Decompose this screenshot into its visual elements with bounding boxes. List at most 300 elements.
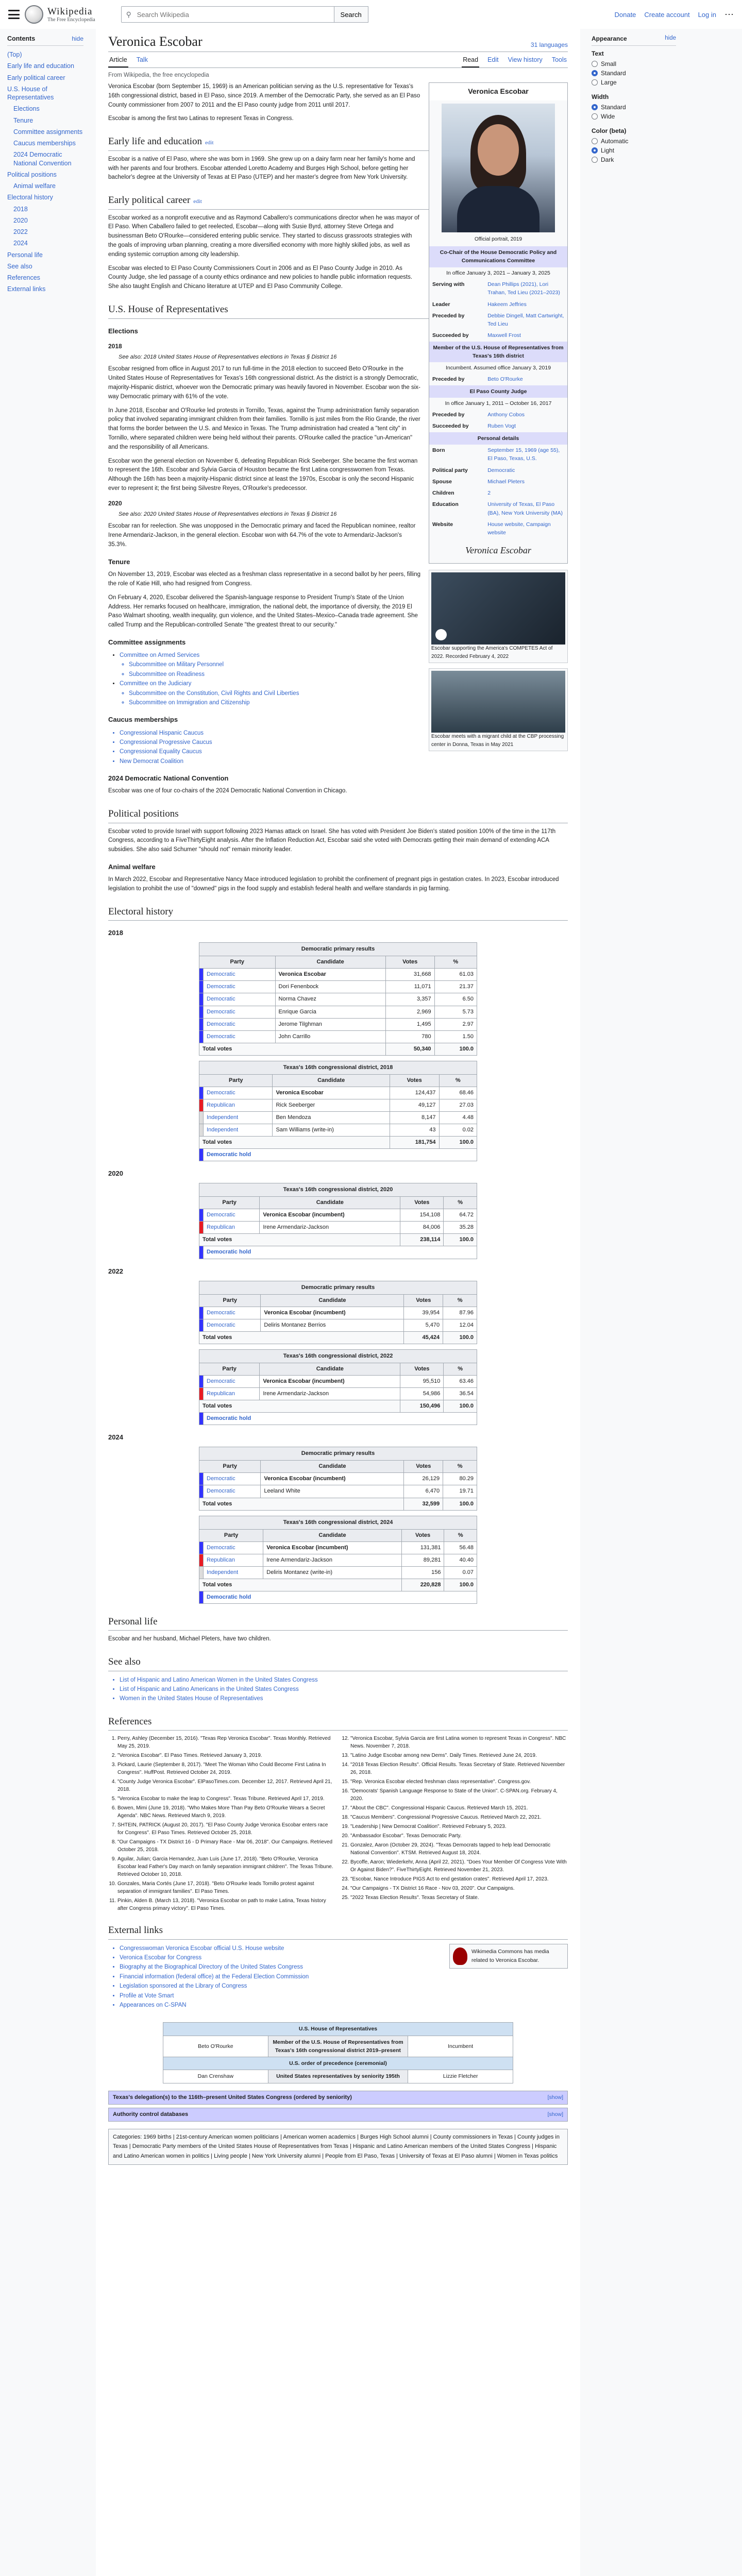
column-header: Party: [199, 1363, 260, 1375]
toc-item[interactable]: Caucus memberships: [13, 140, 76, 147]
infobox-value[interactable]: Anthony Cobos: [487, 412, 525, 418]
appearance-option[interactable]: [592, 112, 676, 121]
column-header: Candidate: [275, 956, 385, 969]
column-header: Candidate: [260, 1363, 400, 1375]
party-color-swatch: [199, 1124, 204, 1136]
succeeded-by[interactable]: Lizzie Fletcher: [408, 2070, 513, 2083]
logo-tagline: The Free Encyclopedia: [47, 16, 95, 23]
toc-item[interactable]: Early life and education: [7, 62, 74, 70]
infobox-row: [429, 519, 567, 539]
hold-row: [199, 1246, 477, 1259]
caucus-item[interactable]: • Congressional Hispanic Caucus: [120, 728, 568, 738]
table-caption: Texas's 16th congressional district, 2024: [199, 1516, 477, 1529]
role-details: [429, 279, 567, 342]
reference-item[interactable]: 9. Aguilar, Julian; Garcia Hernandez, Juan Luis (June 17, 2018). "Beto O'Rourke, Veronica Escobar lead Father's Day march on family separation immigrant children". The Texas Tribune. Retrieved October 10, 2018.: [117, 1855, 335, 1878]
reference-item[interactable]: 10. Gonzales, Maria Cortés (June 17, 2018). "Beto O'Rourke leads Tornillo protest against separation of immigrant families". El Paso Times.: [117, 1880, 335, 1895]
personal-heading: Personal details: [429, 432, 567, 445]
party-cell[interactable]: Independent: [204, 1566, 263, 1579]
width-label: Width: [592, 93, 609, 100]
hold-row: [199, 1591, 477, 1603]
percent-cell: 80.29: [443, 1473, 477, 1485]
total-row: [199, 1043, 477, 1055]
navbox-toggle[interactable]: [show]: [547, 2094, 563, 2100]
radio-button[interactable]: [592, 157, 598, 163]
infobox: [429, 82, 568, 564]
candidate-cell: John Carrillo: [275, 1030, 385, 1043]
toc-item[interactable]: Elections: [13, 105, 40, 113]
photo-caption: Escobar meets with a migrant child at the CBP processing center in Donna, Texas in May 2021: [431, 734, 564, 748]
table-header-row: [199, 956, 477, 969]
party-cell[interactable]: Democratic: [204, 1030, 276, 1043]
votes-cell: 31,668: [385, 969, 434, 981]
tab-talk[interactable]: Talk: [136, 56, 148, 63]
candidate-cell: Veronica Escobar (incumbent): [261, 1473, 404, 1485]
radio-button[interactable]: [592, 147, 598, 154]
infobox-row: [429, 279, 567, 299]
votes-cell: 43: [390, 1124, 439, 1136]
votes-cell: 1,495: [385, 1018, 434, 1030]
infobox-row: [429, 476, 567, 487]
hold-label[interactable]: Democratic hold: [204, 1413, 477, 1425]
see-also-item[interactable]: • List of Hispanic and Latino Americans in the United States Congress: [120, 1685, 568, 1694]
preceded-by[interactable]: Dan Crenshaw: [163, 2070, 268, 2083]
party-color-swatch: [199, 1209, 204, 1222]
tab-read[interactable]: Read: [462, 52, 479, 67]
table-header-row: [199, 1074, 477, 1087]
party-cell[interactable]: Democratic: [204, 969, 276, 981]
year-heading: 2020: [108, 499, 122, 507]
toc-item[interactable]: Tenure: [13, 116, 33, 124]
infobox-value[interactable]: Dean Phillips (2021), Lori Trahan, Ted Lieu (2021–2023): [487, 281, 560, 296]
party-color-swatch: [199, 1473, 204, 1485]
reference-item[interactable]: 17. "About the CBC". Congressional Hispanic Caucus. Retrieved March 15, 2021.: [350, 1804, 568, 1812]
votes-cell: 39,954: [404, 1307, 443, 1319]
section-heading: U.S. House of Representatives: [108, 302, 568, 318]
see-also-item[interactable]: • Women in the United States House of Representatives: [120, 1694, 568, 1703]
play-icon[interactable]: [435, 629, 447, 640]
party-color-swatch: [199, 1111, 204, 1124]
reference-item[interactable]: 8. "Our Campaigns - TX District 16 - D Primary Race - Mar 06, 2018". Our Campaigns. Retrieved October 25, 2018.: [117, 1838, 335, 1854]
year-heading: 2018: [108, 929, 123, 937]
party-color-swatch: [199, 1566, 204, 1579]
infobox-value[interactable]: House website, Campaign website: [487, 521, 551, 536]
toc-item[interactable]: (Top): [7, 51, 22, 58]
committee-item[interactable]: ◦ Subcommittee on Readiness: [129, 670, 568, 679]
reference-item[interactable]: 19. "Leadership | New Democrat Coalition". Retrieved February 5, 2023.: [350, 1823, 568, 1831]
appearance-option[interactable]: [592, 137, 676, 146]
section-heading: See also: [108, 1654, 568, 1671]
hold-label[interactable]: Democratic hold: [204, 1591, 477, 1603]
radio-button[interactable]: [592, 79, 598, 86]
article: [96, 29, 580, 2576]
commons-icon: [453, 1947, 467, 1965]
party-color-swatch: [199, 1030, 204, 1043]
tab-tools[interactable]: Tools: [551, 56, 567, 63]
toc-title: Contents: [7, 35, 36, 42]
committee-item[interactable]: ◦ Subcommittee on the Constitution, Civil Rights and Civil Liberties: [129, 689, 568, 698]
paragraph: Escobar is a native of El Paso, where she was born in 1969. She grew up on a dairy farm near her family's home and with her parents and four brothers. Escobar attended Loretto Academy and Burges High School, before getting her bachelor's degree at the University of Texas at El Paso (UTEP) and her master's degree from New York University.: [108, 156, 415, 181]
total-votes: 45,424: [404, 1331, 443, 1344]
reference-item[interactable]: 3. Pickard, Laurie (September 8, 2017). "Meet The Woman Who Could Become First Latina In Congress". HuffPost. Retrieved October 24, 2019.: [117, 1761, 335, 1776]
percent-cell: 36.54: [444, 1388, 477, 1400]
votes-cell: 49,127: [390, 1099, 439, 1111]
reference-item[interactable]: 5. "Veronica Escobar to make the leap to Congress". Texas Tribune. Retrieved April 17, 2019.: [117, 1795, 335, 1803]
reference-item[interactable]: 25. "2022 Texas Election Results". Texas Secretary of State.: [350, 1894, 568, 1902]
total-votes: 238,114: [400, 1234, 444, 1246]
infobox-row: [429, 374, 567, 385]
radio-button[interactable]: [592, 104, 598, 110]
party-cell[interactable]: Democratic: [204, 1018, 276, 1030]
option-label: Small: [601, 60, 617, 67]
lead-paragraph: Veronica Escobar (born September 15, 1969) is an American politician serving as the U.S. representative for Texas's 16th congressional district, based in El Paso, since 2019. A member of the Democratic Party, she served as an El Paso County commissioner from 2007 to 2011 and the El Paso county judge from 2011 until 2017.: [108, 83, 420, 108]
reference-item[interactable]: 15. "Rep. Veronica Escobar elected freshman class representative". Congress.gov.: [350, 1778, 568, 1786]
radio-button[interactable]: [592, 61, 598, 67]
hatnote[interactable]: See also: 2020 United States House of Representatives elections in Texas § District 16: [119, 511, 337, 518]
appearance-option[interactable]: [592, 59, 676, 69]
succession-band: U.S. House of Representatives: [163, 2023, 513, 2036]
party-cell[interactable]: Democratic: [204, 1375, 260, 1387]
party-cell[interactable]: Democratic: [204, 1485, 261, 1498]
see-also-item[interactable]: • List of Hispanic and Latino American Women in the United States Congress: [120, 1675, 568, 1685]
party-cell[interactable]: Independent: [204, 1124, 273, 1136]
party-color-swatch: [199, 1006, 204, 1018]
languages-button[interactable]: 31 languages: [530, 41, 568, 48]
toc-item[interactable]: See also: [7, 262, 32, 270]
reference-item[interactable]: 21. Gonzalez, Aaron (October 29, 2024). "Texas Democrats tapped to help lead Democratic National Convention". KTSM. Retrieved August 18, 2024.: [350, 1841, 568, 1857]
party-color-swatch: [199, 981, 204, 993]
appearance-hide-button[interactable]: hide: [665, 35, 676, 41]
navbox-label: Authority control databases: [113, 2111, 189, 2117]
tab-view-history[interactable]: View history: [508, 56, 543, 63]
toc-item[interactable]: Animal welfare: [13, 182, 56, 190]
edit-link[interactable]: edit: [205, 140, 214, 146]
table-row: [199, 1124, 477, 1136]
table-row: [199, 1209, 477, 1222]
external-link[interactable]: • Biography at the Biographical Directory of the United States Congress: [120, 1962, 568, 1972]
column-header: Party: [199, 1294, 261, 1307]
reference-item[interactable]: 24. "Our Campaigns - TX District 16 Race - Nov 03, 2020". Our Campaigns.: [350, 1885, 568, 1892]
tab-article[interactable]: Article: [108, 52, 128, 67]
external-link[interactable]: • Financial information (federal office) at the Federal Election Commission: [120, 1972, 568, 1981]
toc-item[interactable]: U.S. House of Representatives: [7, 85, 54, 101]
role-heading: Co-Chair of the House Democratic Policy and Communications Committee: [429, 246, 567, 267]
paragraph: In March 2022, Escobar and Representative Nancy Mace introduced legislation to prohibit the confinement of pregnant pigs in gestation crates. In 2023, Escobar introduced legislation to prohibit the use of "downed" pigs in the food supply and establish federal health and welfare standards in pig farming.: [108, 876, 559, 892]
external-link[interactable]: • Congresswoman Veronica Escobar official U.S. House website: [120, 1944, 568, 1953]
external-link[interactable]: • Veronica Escobar for Congress: [120, 1953, 568, 1962]
party-color-swatch: [199, 1413, 204, 1425]
search-button[interactable]: Search: [334, 6, 368, 23]
section-heading: Electoral history: [108, 904, 568, 921]
candidate-cell: Enrique Garcia: [275, 1006, 385, 1018]
party-cell[interactable]: Independent: [204, 1111, 273, 1124]
column-header: Candidate: [261, 1461, 404, 1473]
section-heading: Political positions: [108, 806, 568, 823]
appearance-option[interactable]: [592, 155, 676, 164]
section-heading: External links: [108, 1923, 568, 1939]
infobox-row: [429, 487, 567, 499]
infobox-label: Preceded by: [432, 376, 465, 383]
toc-item[interactable]: Electoral history: [7, 194, 53, 201]
party-color-swatch: [199, 1541, 204, 1554]
party-color-swatch: [199, 1099, 204, 1111]
main-menu-button[interactable]: [8, 10, 20, 19]
subsection-heading: Animal welfare: [108, 862, 156, 871]
subsection-heading: 2024 Democratic National Convention: [108, 774, 229, 783]
candidate-cell: Deliris Montanez (write-in): [263, 1566, 402, 1579]
party-cell[interactable]: Democratic: [204, 1087, 273, 1099]
toc-hide-button[interactable]: hide: [72, 35, 83, 42]
votes-cell: 131,381: [401, 1541, 444, 1554]
candidate-cell: Norma Chavez: [275, 993, 385, 1006]
candidate-cell: Jerome Tilghman: [275, 1018, 385, 1030]
section-heading: References: [108, 1714, 568, 1731]
video-player[interactable]: [429, 570, 568, 663]
option-label: Standard: [601, 104, 626, 111]
total-label: Total votes: [199, 1043, 386, 1055]
toc-item[interactable]: Political positions: [7, 171, 57, 178]
percent-cell: 19.71: [443, 1485, 477, 1498]
reference-item[interactable]: 22. Bycoffe, Aaron; Wiederkehr, Anna (April 22, 2021). "Does Your Member Of Congress Vote With Or Against Biden?". FiveThirtyEight. Retrieved November 21, 2023.: [350, 1858, 568, 1874]
paragraph: Escobar resigned from office in August 2017 to run full-time in the 2018 election to succeed Beto O'Rourke in the United States House of Representatives for Texas's 16th congressional district. As the district is a strongly Democratic, majority-Hispanic district, whoever won the Democratic primary was heavily favored in November. Escobar won the six-way Democratic primary with 61% of the vote.: [108, 366, 420, 400]
paragraph: On November 13, 2019, Escobar was elected as a freshman class representative in a second ballot by her peers, filling the role of Katie Hill, who had resigned from Congress.: [108, 571, 420, 587]
infobox-value[interactable]: Maxwell Frost: [487, 332, 521, 339]
toc-item[interactable]: References: [7, 274, 40, 281]
infobox-value[interactable]: Ruben Vogt: [487, 423, 516, 430]
total-label: Total votes: [199, 1579, 402, 1591]
table-caption: Democratic primary results: [199, 1447, 477, 1460]
reference-item[interactable]: 4. "County Judge Veronica Escobar". ElPasoTimes.com. December 12, 2017. Retrieved April 21, 2018.: [117, 1778, 335, 1793]
hold-row: [199, 1149, 477, 1161]
infobox-value[interactable]: 2: [487, 490, 491, 497]
donate-link[interactable]: Donate: [614, 10, 636, 19]
table-row: [199, 1473, 477, 1485]
table-row: [199, 1222, 477, 1234]
column-header: %: [443, 1294, 477, 1307]
infobox-value[interactable]: Debbie Dingell, Matt Cartwright, Ted Lieu: [487, 312, 564, 328]
party-cell[interactable]: Democratic: [204, 1541, 263, 1554]
login-link[interactable]: Log in: [698, 10, 716, 19]
reference-item[interactable]: 23. "Escobar, Nance Introduce PIGS Act to end gestation crates". Retrieved April 17, 2023.: [350, 1875, 568, 1883]
reference-item[interactable]: 13. "Latino Judge Escobar among new Dems". Daily Times. Retrieved June 24, 2019.: [350, 1752, 568, 1759]
reference-item[interactable]: 11. Pinkin, Alden B. (March 13, 2018). "Veronica Escobar on path to make Latina, Texas history after Congress primary victory". El Paso Times.: [117, 1897, 335, 1912]
infobox-title: Veronica Escobar: [429, 83, 567, 100]
percent-cell: 0.07: [444, 1566, 477, 1579]
reference-item[interactable]: 12. "Veronica Escobar, Sylvia Garcia are first Latina women to represent Texas in Congress". NBC News. November 7, 2018.: [350, 1735, 568, 1750]
hold-label[interactable]: Democratic hold: [204, 1149, 477, 1161]
navbox-title[interactable]: [109, 2108, 567, 2121]
portrait-image[interactable]: [442, 104, 555, 232]
party-cell[interactable]: Republican: [204, 1222, 260, 1234]
subsection-heading: Tenure: [108, 557, 130, 566]
committee-item[interactable]: Committee on the Judiciary: [120, 681, 192, 687]
candidate-cell: Dori Fenenbock: [275, 981, 385, 993]
wikipedia-logo[interactable]: [25, 5, 95, 24]
column-header: Party: [199, 1197, 260, 1209]
radio-button[interactable]: [592, 113, 598, 120]
percent-cell: 68.46: [439, 1087, 477, 1099]
table-caption: Texas's 16th congressional district, 2018: [199, 1061, 477, 1074]
logo-wordmark: Wikipedia: [47, 6, 93, 17]
infobox-label: Spouse: [432, 478, 452, 485]
column-header: Candidate: [261, 1294, 404, 1307]
votes-cell: 156: [401, 1566, 444, 1579]
total-percent: 100.0: [444, 1400, 477, 1413]
infobox-value[interactable]: University of Texas, El Paso (BA), New York University (MA): [487, 501, 563, 516]
party-cell[interactable]: Democratic: [204, 1473, 261, 1485]
party-cell[interactable]: Republican: [204, 1554, 263, 1566]
reference-item[interactable]: 7. SHTEIN, PATRICK (August 20, 2017). "El Paso County Judge Veronica Escobar enters race for Congress". El Paso Times. Retrieved October 25, 2018.: [117, 1821, 335, 1837]
navbox-title[interactable]: [109, 2091, 567, 2104]
tagline: From Wikipedia, the free encyclopedia: [108, 72, 209, 78]
total-votes: 50,340: [385, 1043, 434, 1055]
reference-item[interactable]: 14. "2018 Texas Election Results". Official Results. Texas Secretary of State. Retrieved November 26, 2018.: [350, 1761, 568, 1776]
party-cell[interactable]: Democratic: [204, 1006, 276, 1018]
reference-item[interactable]: 1. Perry, Ashley (December 15, 2016). "Texas Rep Veronica Escobar". Texas Monthly. Retrieved May 25, 2019.: [117, 1735, 335, 1750]
lead-paragraph: Escobar is among the first two Latinas to represent Texas in Congress.: [108, 115, 294, 122]
table-row: [199, 993, 477, 1006]
election-results-table: [199, 1281, 477, 1344]
toc-item[interactable]: External links: [7, 285, 46, 293]
party-cell[interactable]: Republican: [204, 1099, 273, 1111]
infobox-label: Political party: [432, 467, 468, 473]
role-tenure: In office January 3, 2021 – January 3, 2025: [446, 269, 550, 276]
party-color-swatch: [199, 1319, 204, 1331]
party-cell[interactable]: Republican: [204, 1388, 260, 1400]
toc-item[interactable]: 2020: [13, 216, 28, 224]
appearance-option[interactable]: [592, 103, 676, 112]
column-header: %: [443, 1461, 477, 1473]
personal-details: [429, 445, 567, 538]
percent-cell: 0.02: [439, 1124, 477, 1136]
infobox-value[interactable]: Beto O'Rourke: [487, 376, 523, 383]
house-heading: Member of the U.S. House of Representatives from Texas's 16th district: [429, 342, 567, 363]
toc-item[interactable]: 2024 Democratic National Convention: [13, 151, 72, 167]
table-caption: Democratic primary results: [199, 942, 477, 956]
year-heading: 2018: [108, 342, 122, 350]
toc-item[interactable]: 2024: [13, 240, 28, 247]
search-input[interactable]: [136, 7, 334, 22]
infobox-label: Succeeded by: [432, 423, 469, 430]
paragraph: Escobar won the general election on November 6, defeating Republican Rick Seeberger. She became the first woman to represent the 16th. Escobar and Sylvia Garcia of Houston became the first Latina congresswomen from Texas. Although the 16th has been a majority-Hispanic district since at least the 1970s, Escobar is only the second Hispanic ever to represent it; the first being Silvestre Reyes, O'Rourke's predecessor.: [108, 457, 418, 492]
hold-label[interactable]: Democratic hold: [204, 1246, 477, 1259]
table-row: [199, 1319, 477, 1331]
paragraph: In June 2018, Escobar and O'Rourke led protests in Tornillo, Texas, against the Trump administration family separation policy that involved separating immigrant children from their families. Tornillo is just miles from the Rio Grande, the river that forms the border between the U.S. and Mexico in Texas. The Trump administration had created a "tent city" in Tornillo, where separated children were being held without their parents. O'Rourke called the practice "un-American" and the responsibility of all Americans.: [108, 407, 420, 450]
infobox-value[interactable]: Michael Pleters: [487, 478, 525, 485]
reference-item[interactable]: 2. "Veronica Escobar". El Paso Times. Retrieved January 3, 2019.: [117, 1752, 335, 1759]
caucus-item[interactable]: • Congressional Equality Caucus: [120, 747, 568, 756]
infobox-value[interactable]: Hakeem Jeffries: [487, 301, 527, 308]
total-percent: 100.0: [434, 1043, 477, 1055]
votes-cell: 6,470: [404, 1485, 443, 1498]
party-cell[interactable]: Democratic: [204, 981, 276, 993]
external-link[interactable]: • Profile at Vote Smart: [120, 1991, 568, 2001]
committee-item[interactable]: ◦ Subcommittee on Military Personnel: [129, 660, 568, 669]
toc-item[interactable]: Committee assignments: [13, 128, 83, 135]
create-account-link[interactable]: Create account: [644, 10, 690, 19]
total-percent: 100.0: [444, 1579, 477, 1591]
votes-cell: 8,147: [390, 1111, 439, 1124]
table-header-row: [199, 1461, 477, 1473]
toc-item[interactable]: 2022: [13, 228, 28, 235]
percent-cell: 21.37: [434, 981, 477, 993]
caucus-item[interactable]: • Congressional Progressive Caucus: [120, 738, 568, 747]
total-label: Total votes: [199, 1234, 400, 1246]
reference-item[interactable]: 6. Bowen, Mimi (June 19, 2018). "Who Makes More Than Pay Beto O'Rourke Wears a Secret Agenda". NBC News. Retrieved March 9, 2019.: [117, 1804, 335, 1820]
appearance-option[interactable]: [592, 78, 676, 87]
party-color-swatch: [199, 1222, 204, 1234]
caucus-item[interactable]: • New Democrat Coalition: [120, 757, 568, 766]
total-row: [199, 1498, 477, 1510]
candidate-cell: Sam Williams (write-in): [273, 1124, 390, 1136]
reference-item[interactable]: 16. "Democrats' Spanish Language Response to State of the Union". C-SPAN.org. February 4, 2020.: [350, 1787, 568, 1803]
party-color-swatch: [199, 969, 204, 981]
total-row: [199, 1331, 477, 1344]
total-votes: 150,496: [400, 1400, 444, 1413]
reference-item[interactable]: 18. "Caucus Members". Congressional Progressive Caucus. Retrieved March 22, 2021.: [350, 1814, 568, 1821]
preceded-by[interactable]: Beto O'Rourke: [163, 2036, 268, 2057]
party-cell[interactable]: Democratic: [204, 1319, 261, 1331]
hatnote[interactable]: See also: 2018 United States House of Representatives elections in Texas § District 16: [119, 354, 337, 361]
category-links[interactable]: Categories: 1969 births | 21st-century American women politicians | American women academics | Burges High School alumni | County commissioners in Texas | County judges in Texas | Democratic Party members of the United States House of Representatives from Texas | Hispanic and Latino American members of the United States Congress | Hispanic and Latino American women in politics | Living people | New York University alumni | People from El Paso, Texas | University of Texas at El Paso alumni | Women in Texas politics: [108, 2129, 568, 2165]
see-also-list: [108, 1675, 568, 1704]
infobox-row: [429, 445, 567, 465]
committee-item[interactable]: ◦ Subcommittee on Immigration and Citizenship: [129, 698, 568, 707]
toc-item[interactable]: Early political career: [7, 74, 65, 81]
candidate-cell: Veronica Escobar (incumbent): [260, 1375, 400, 1387]
votes-cell: 2,969: [385, 1006, 434, 1018]
radio-button[interactable]: [592, 138, 598, 144]
migrant-photo[interactable]: [429, 668, 568, 751]
votes-cell: 5,470: [404, 1319, 443, 1331]
signature-image: Veronica Escobar: [465, 545, 531, 556]
external-link[interactable]: • Legislation sponsored at the Library of Congress: [120, 1981, 568, 1991]
commons-box[interactable]: [449, 1944, 568, 1969]
navbox-toggle[interactable]: [show]: [547, 2111, 563, 2117]
succession-office: United States representatives by seniority 195th: [268, 2070, 408, 2083]
radio-button[interactable]: [592, 70, 598, 76]
candidate-cell: Rick Seeberger: [273, 1099, 390, 1111]
party-color-swatch: [199, 1246, 204, 1259]
appearance-option[interactable]: [592, 69, 676, 78]
hold-row: [199, 1413, 477, 1425]
committee-item[interactable]: Committee on Armed Services: [120, 652, 200, 659]
edit-link[interactable]: edit: [193, 198, 202, 205]
toc-item[interactable]: 2018: [13, 205, 28, 213]
commons-text: Wikimedia Commons has media related to Veronica Escobar.: [471, 1948, 549, 1963]
party-cell[interactable]: Democratic: [204, 1209, 260, 1222]
external-link[interactable]: • Appearances on C-SPAN: [120, 2001, 568, 2010]
table-row: [199, 981, 477, 993]
total-percent: 100.0: [444, 1234, 477, 1246]
infobox-value[interactable]: September 15, 1969 (age 55), El Paso, Texas, U.S.: [487, 447, 560, 462]
column-header: Votes: [400, 1197, 444, 1209]
succession-box: [163, 2022, 513, 2083]
infobox-value[interactable]: Democratic: [487, 467, 515, 473]
references-list: [108, 1735, 568, 1912]
reference-item[interactable]: 20. "Ambassador Escobar". Texas Democratic Party.: [350, 1832, 568, 1840]
column-header: Votes: [390, 1074, 439, 1087]
total-label: Total votes: [199, 1137, 390, 1149]
tab-edit[interactable]: Edit: [487, 56, 499, 63]
party-cell[interactable]: Democratic: [204, 1307, 261, 1319]
more-options-icon[interactable]: ⋯: [724, 9, 734, 20]
candidate-cell: Irene Armendariz-Jackson: [263, 1554, 402, 1566]
toc-item[interactable]: Personal life: [7, 251, 43, 259]
table-row: [199, 1099, 477, 1111]
appearance-option[interactable]: [592, 146, 676, 155]
infobox-label: Preceded by: [432, 312, 465, 319]
party-cell[interactable]: Democratic: [204, 993, 276, 1006]
